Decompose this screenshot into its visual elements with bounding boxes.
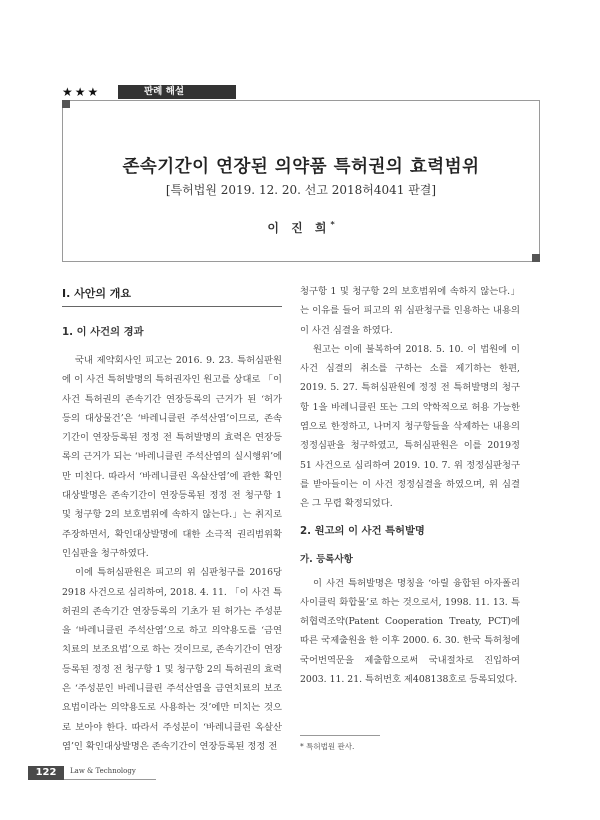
section-2-a-heading: 가. 등록사항: [300, 553, 353, 565]
right-column: [300, 282, 520, 689]
page-footer: [28, 766, 188, 780]
corner-square-bottom-right: [532, 254, 540, 262]
right-paragraph-3: 이 사건 특허발명은 명칭을 ‘아릴 융합된 아자폴리사이클릭 화합물’로 하는 것으로서, 1998. 11. 13. 특허협력조약(Patent Cooperation Treaty, PCT)에 따른 국제출원을 한 이후 2000. 6. 30. 한국 특허청에 국어번역문을 제출함으로써 국내절차로 진입하여 2003. 11. 21. 특허번호 제408138호로 등록되었다.: [300, 577, 520, 686]
left-paragraph-1: 국내 제약회사인 피고는 2016. 9. 23. 특허심판원에 이 사건 특허발명의 특허권자인 원고를 상대로 「이 사건 특허권의 존속기간 연장등록의 근거가 된 ‘허가 등의 대상물건’은 ‘바레니클린 주석산염’이므로, 존속기간이 연장등록된 정정 전 특허발명의 효력은 연장등록의 근거가 되는 ‘바레니클린 주석산염의 실시행위’에만 미친다. 따라서 ‘바레니클린 옥살산염’에 관한 확인대상발명은 존속기간이 연장등록된 정정 전 청구항 1 및 청구항 2의 보호범위에 속하지 않는다.」는 취지로 주장하면서, 확인대상발명에 대한 소극적 권리범위확인심판을 청구하였다.: [62, 355, 282, 559]
corner-square-top-left: [62, 100, 70, 108]
footnote: * 특허법원 판사.: [300, 742, 355, 751]
section-1-1-heading: 1. 이 사건의 경과: [62, 326, 144, 338]
section-tag: 판례 해설: [118, 85, 236, 99]
section-1-rule: [62, 306, 282, 307]
footer-rule: [64, 779, 156, 780]
left-paragraph-2: 이에 특허심판원은 피고의 위 심판청구를 2016당2918 사건으로 심리하여, 2018. 4. 11. 「이 사건 특허권의 존속기간 연장등록의 기초가 된 허가는 주성분을 ‘바레니클린 주석산염’으로 하고 의약용도를 ‘금연치료의 보조요법’으로 하는 것이므로, 존속기간이 연장등록된 정정 전 청구항 1 및 청구항 2의 특허권의 효력은 ‘주성분인 바레니클린 주석산염을 금연치료의 보조요법이라는 의약용도로 사용하는 것’에만 미치는 것으로 보아야 한다. 따라서 주성분이 ‘바레니클린 옥살산염’인 확인대상발명은 존속기간이 연장등록된 정정 전: [62, 567, 282, 752]
journal-name: Law & Technology: [70, 767, 136, 775]
article-title: 존속기간이 연장된 의약품 특허권의 효력범위: [122, 157, 480, 177]
page-number: 122: [28, 766, 64, 780]
header-bar: [62, 85, 540, 99]
author-line: [63, 219, 539, 236]
section-2-heading: 2. 원고의 이 사건 특허발명: [300, 524, 425, 537]
author-footnote-mark: *: [330, 220, 335, 229]
right-paragraph-2: 원고는 이에 불복하여 2018. 5. 10. 이 법원에 이 사건 심결의 취소를 구하는 소를 제기하는 한편, 2019. 5. 27. 특허심판원에 정정 전 특허발명의 청구항 1을 바레니클린 또는 그의 약학적으로 허용 가능한 염으로 한정하고, 나머지 청구항들을 삭제하는 내용의 정정심판을 청구하였고, 특허심판원은 이를 2019정51 사건으로 심리하여 2019. 10. 7. 위 정정심판청구를 받아들이는 이 사건 정정심결을 하였으며, 위 심결은 그 무렵 확정되었다.: [300, 343, 520, 510]
section-1-heading: I. 사안의 개요: [62, 287, 132, 300]
article-subtitle: [특허법원 2019. 12. 20. 선고 2018허4041 판결]: [165, 183, 437, 197]
title-box: [62, 100, 540, 262]
left-column: [62, 282, 282, 756]
footnote-rule: [300, 735, 380, 736]
right-paragraph-1: 청구항 1 및 청구항 2의 보호범위에 속하지 않는다.」는 이유를 들어 피고의 위 심판청구를 인용하는 내용의 이 사건 심결을 하였다.: [300, 286, 520, 336]
stars-ornament: ★★★: [62, 85, 101, 99]
author-name: 이 진 희: [267, 221, 331, 235]
